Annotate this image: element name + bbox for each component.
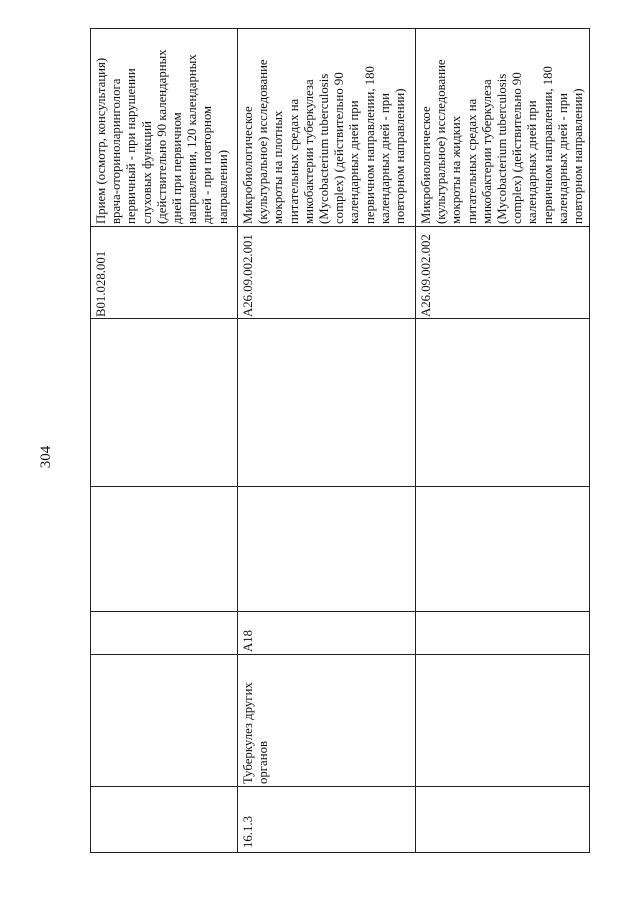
diagnosis-name: Туберкулез других органов: [241, 682, 271, 784]
row-number: 16.1.3: [241, 816, 255, 848]
column-divider: [238, 654, 415, 655]
service-description: Микробиологическое (культуральное) исследование мокроты на жидких питательных средах на микобактерии туберкулеза (Mycobacterium tuberculosis complex) (действительно 90 календарных дней при первичном направлении, 180 календарных дней - при повторном направлении): [419, 59, 586, 224]
service-code: B01.028.001: [94, 250, 108, 317]
column-divider: [416, 654, 589, 655]
column-divider: [238, 318, 415, 319]
column-divider: [91, 486, 237, 487]
table-row: [416, 28, 590, 853]
column-divider: [238, 226, 415, 227]
rotated-table-area: [90, 28, 590, 853]
column-divider: [91, 226, 237, 227]
table-row: [90, 28, 238, 853]
service-code: A26.09.002.002: [419, 234, 433, 317]
service-code: A26.09.002.001: [241, 234, 255, 317]
table-row: [238, 28, 416, 853]
column-divider: [416, 611, 589, 612]
column-divider: [91, 654, 237, 655]
column-divider: [91, 786, 237, 787]
service-description: Прием (осмотр, консультация) врача-оториноларинголога первичный - при нарушении слуховых функций (действительно 90 календарных дней при первичном направлении, 120 календарных дней - при повторном направлении): [94, 49, 230, 224]
column-divider: [238, 486, 415, 487]
page-number: 304: [38, 445, 54, 469]
column-divider: [416, 786, 589, 787]
icd-code: A18: [241, 629, 255, 652]
column-divider: [416, 318, 589, 319]
service-description: Микробиологическое (культуральное) исследование мокроты на плотных питательных средах на микобактерии туберкулеза (Mycobacterium tuberculosis complex) (действительно 90 календарных дней при первичном направлении, 180 календарных дней - при повторном направлении): [241, 59, 408, 224]
column-divider: [91, 611, 237, 612]
column-divider: [91, 318, 237, 319]
services-table: [90, 28, 590, 853]
column-divider: [416, 486, 589, 487]
column-divider: [416, 226, 589, 227]
column-divider: [238, 611, 415, 612]
column-divider: [238, 786, 415, 787]
